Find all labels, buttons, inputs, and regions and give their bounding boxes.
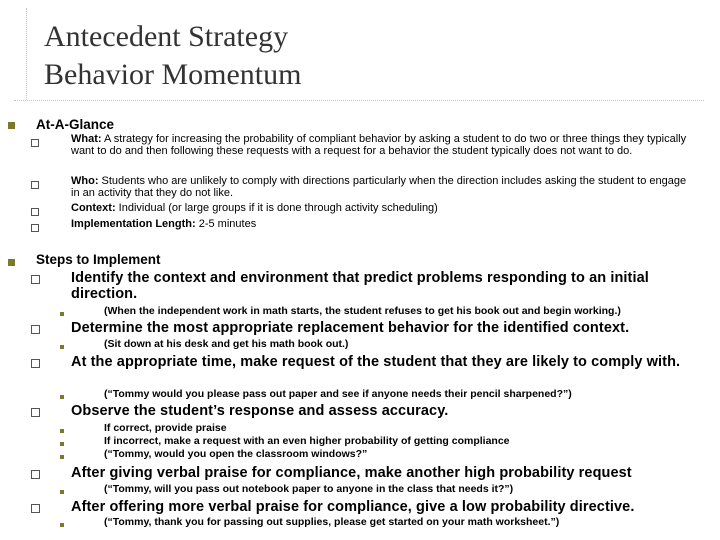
small-square-bullet-icon xyxy=(60,490,64,494)
step-4-text: Observe the student’s response and assess accuracy. xyxy=(71,403,449,419)
small-square-bullet-icon xyxy=(60,312,64,316)
step-3-example: (“Tommy would you please pass out paper and see if anyone needs their pencil sharpened?”) xyxy=(104,388,572,400)
glance-item-what xyxy=(71,134,691,157)
title-line-1: Antecedent Strategy xyxy=(44,20,289,53)
hollow-square-bullet-icon xyxy=(31,181,39,189)
glance-label: Who: xyxy=(71,175,99,187)
step-2-text: Determine the most appropriate replacement behavior for the identified context. xyxy=(71,320,630,336)
small-square-bullet-icon xyxy=(60,395,64,399)
hollow-square-bullet-icon xyxy=(31,359,40,368)
step-5-example: (“Tommy, will you pass out notebook paper to anyone in the class that needs it?”) xyxy=(104,483,514,495)
decorative-horizontal-rule xyxy=(14,100,704,101)
hollow-square-bullet-icon xyxy=(31,504,40,513)
glance-item-length xyxy=(71,219,691,231)
small-square-bullet-icon xyxy=(60,523,64,527)
step-1-text: Identify the context and environment that predict problems responding to an initial direction. xyxy=(71,270,649,302)
hollow-square-bullet-icon xyxy=(31,408,40,417)
glance-item-who xyxy=(71,176,691,199)
small-square-bullet-icon xyxy=(60,429,64,433)
glance-item-context xyxy=(71,203,691,215)
glance-text: A strategy for increasing the probability of compliant behavior by asking a student to do two or three things they typically want to do and then following these requests with a request for a behavior the student typically does not want to do. xyxy=(71,133,687,157)
small-square-bullet-icon xyxy=(60,442,64,446)
step-3-text: At the appropriate time, make request of the student that they are likely to comply with. xyxy=(71,354,681,370)
small-square-bullet-icon xyxy=(60,345,64,349)
hollow-square-bullet-icon xyxy=(31,224,39,232)
hollow-square-bullet-icon xyxy=(31,208,39,216)
step-4-example: If correct, provide praise xyxy=(104,422,227,434)
step-6-text: After offering more verbal praise for compliance, give a low probability directive. xyxy=(71,499,635,515)
hollow-square-bullet-icon xyxy=(31,325,40,334)
square-bullet-icon xyxy=(8,122,15,129)
step-5-text: After giving verbal praise for compliance, make another high probability request xyxy=(71,465,632,481)
step-6-example: (“Tommy, thank you for passing out supplies, please get started on your math worksheet.”) xyxy=(104,516,560,528)
hollow-square-bullet-icon xyxy=(31,275,40,284)
glance-text: Students who are unlikely to comply with directions particularly when the direction includes asking the student to engage in an activity that they do not like. xyxy=(71,175,687,199)
square-bullet-icon xyxy=(8,259,15,266)
glance-text: 2-5 minutes xyxy=(195,218,257,230)
glance-text: Individual (or large groups if it is done through activity scheduling) xyxy=(115,202,438,214)
step-4-example: If incorrect, make a request with an even higher probability of getting compliance xyxy=(104,435,510,447)
slide-title xyxy=(44,18,301,94)
hollow-square-bullet-icon xyxy=(31,470,40,479)
glance-label: What: xyxy=(71,133,102,145)
step-1-example: (When the independent work in math starts, the student refuses to get his book out and begin working.) xyxy=(104,305,621,317)
hollow-square-bullet-icon xyxy=(31,139,39,147)
decorative-vertical-rule xyxy=(26,8,27,100)
glance-label: Implementation Length: xyxy=(71,218,196,230)
title-line-2: Behavior Momentum xyxy=(44,58,302,91)
glance-heading: At-A-Glance xyxy=(36,117,115,132)
step-4-example: (“Tommy, would you open the classroom windows?” xyxy=(104,448,368,460)
small-square-bullet-icon xyxy=(60,455,64,459)
steps-heading: Steps to Implement xyxy=(36,252,161,267)
step-2-example: (Sit down at his desk and get his math book out.) xyxy=(104,338,349,350)
glance-label: Context: xyxy=(71,202,116,214)
